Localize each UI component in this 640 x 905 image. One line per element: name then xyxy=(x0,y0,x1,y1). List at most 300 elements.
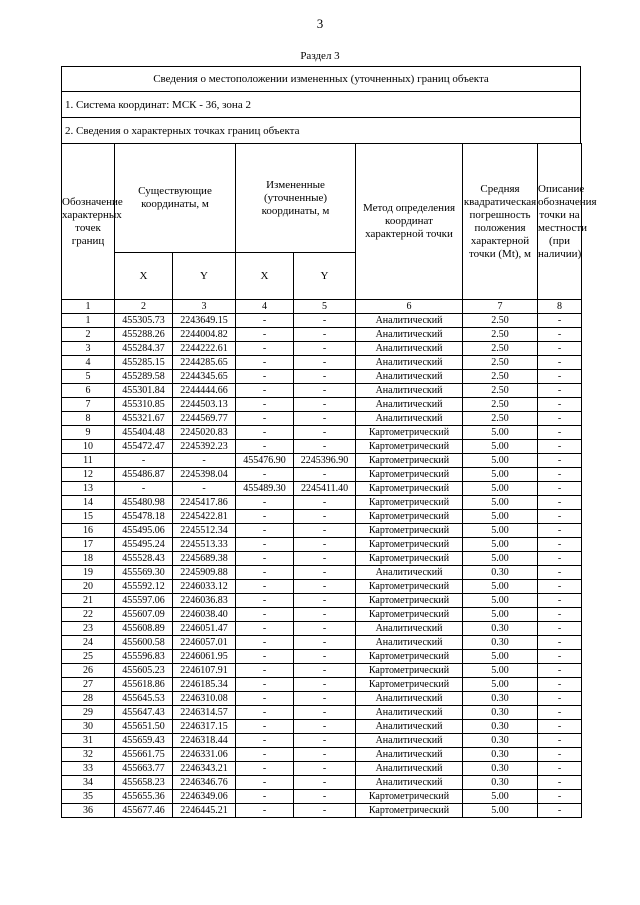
changed-y-cell: - xyxy=(294,440,356,454)
info-title: Сведения о местоположении измененных (уточненных) границ объекта xyxy=(62,67,581,92)
existing-x-cell: 455647.43 xyxy=(115,706,173,720)
changed-y-cell: - xyxy=(294,706,356,720)
table-row xyxy=(62,776,582,790)
header-description: Описание обозначения точки на местности (при наличии) xyxy=(538,144,582,300)
error-cell: 2.50 xyxy=(463,398,538,412)
changed-y-cell: - xyxy=(294,552,356,566)
description-cell: - xyxy=(538,748,582,762)
existing-y-cell: 2244285.65 xyxy=(173,356,236,370)
existing-y-cell: 2245909.88 xyxy=(173,566,236,580)
method-cell: Картометрический xyxy=(356,790,463,804)
existing-y-cell: 2245689.38 xyxy=(173,552,236,566)
changed-x-cell: - xyxy=(236,426,294,440)
point-number-cell: 35 xyxy=(62,790,115,804)
point-number-cell: 13 xyxy=(62,482,115,496)
method-cell: Картометрический xyxy=(356,594,463,608)
changed-x-cell: - xyxy=(236,734,294,748)
method-cell: Аналитический xyxy=(356,636,463,650)
existing-y-cell: 2245392.23 xyxy=(173,440,236,454)
table-row xyxy=(62,454,582,468)
point-number-cell: 26 xyxy=(62,664,115,678)
table-row xyxy=(62,370,582,384)
description-cell: - xyxy=(538,454,582,468)
point-number-cell: 20 xyxy=(62,580,115,594)
existing-x-cell: 455655.36 xyxy=(115,790,173,804)
existing-y-cell: 2246057.01 xyxy=(173,636,236,650)
method-cell: Картометрический xyxy=(356,538,463,552)
existing-x-cell: 455663.77 xyxy=(115,762,173,776)
existing-x-cell: - xyxy=(115,454,173,468)
column-number: 7 xyxy=(463,300,538,314)
existing-x-cell: 455321.67 xyxy=(115,412,173,426)
description-cell: - xyxy=(538,468,582,482)
existing-x-cell: 455608.89 xyxy=(115,622,173,636)
point-number-cell: 36 xyxy=(62,804,115,818)
description-cell: - xyxy=(538,426,582,440)
changed-x-cell: - xyxy=(236,538,294,552)
point-number-cell: 29 xyxy=(62,706,115,720)
existing-y-cell: - xyxy=(173,454,236,468)
description-cell: - xyxy=(538,412,582,426)
table-row xyxy=(62,342,582,356)
point-number-cell: 31 xyxy=(62,734,115,748)
changed-x-cell: - xyxy=(236,552,294,566)
existing-y-cell: 2246314.57 xyxy=(173,706,236,720)
existing-y-cell: 2245513.33 xyxy=(173,538,236,552)
point-number-cell: 7 xyxy=(62,398,115,412)
method-cell: Картометрический xyxy=(356,580,463,594)
header-error: Средняя квадратическая погрешность положения характерной точки (Mt), м xyxy=(463,144,538,300)
method-cell: Аналитический xyxy=(356,734,463,748)
changed-x-cell: - xyxy=(236,720,294,734)
changed-x-cell: - xyxy=(236,622,294,636)
table-row xyxy=(62,734,582,748)
changed-y-cell: - xyxy=(294,510,356,524)
method-cell: Аналитический xyxy=(356,622,463,636)
changed-x-cell: - xyxy=(236,398,294,412)
error-cell: 5.00 xyxy=(463,538,538,552)
changed-y-cell: - xyxy=(294,790,356,804)
table-row xyxy=(62,594,582,608)
existing-x-cell: 455472.47 xyxy=(115,440,173,454)
column-number: 8 xyxy=(538,300,582,314)
method-cell: Картометрический xyxy=(356,440,463,454)
header-existing-y: Y xyxy=(173,253,236,300)
changed-y-cell: - xyxy=(294,748,356,762)
existing-x-cell: 455596.83 xyxy=(115,650,173,664)
changed-x-cell: - xyxy=(236,650,294,664)
error-cell: 5.00 xyxy=(463,664,538,678)
point-number-cell: 22 xyxy=(62,608,115,622)
existing-y-cell: 2246061.95 xyxy=(173,650,236,664)
changed-x-cell: - xyxy=(236,412,294,426)
table-row xyxy=(62,566,582,580)
method-cell: Картометрический xyxy=(356,510,463,524)
existing-y-cell: 2246036.83 xyxy=(173,594,236,608)
error-cell: 5.00 xyxy=(463,468,538,482)
existing-y-cell: 2246318.44 xyxy=(173,734,236,748)
point-number-cell: 19 xyxy=(62,566,115,580)
description-cell: - xyxy=(538,370,582,384)
error-cell: 0.30 xyxy=(463,692,538,706)
point-number-cell: 34 xyxy=(62,776,115,790)
existing-y-cell: 2245020.83 xyxy=(173,426,236,440)
header-changed-x: X xyxy=(236,253,294,300)
point-number-cell: 33 xyxy=(62,762,115,776)
method-cell: Картометрический xyxy=(356,426,463,440)
error-cell: 5.00 xyxy=(463,790,538,804)
existing-x-cell: 455289.58 xyxy=(115,370,173,384)
changed-y-cell: - xyxy=(294,524,356,538)
changed-x-cell: - xyxy=(236,510,294,524)
error-cell: 5.00 xyxy=(463,678,538,692)
table-row xyxy=(62,524,582,538)
existing-y-cell: 2246346.76 xyxy=(173,776,236,790)
existing-x-cell: 455285.15 xyxy=(115,356,173,370)
description-cell: - xyxy=(538,608,582,622)
error-cell: 5.00 xyxy=(463,804,538,818)
method-cell: Картометрический xyxy=(356,678,463,692)
table-row xyxy=(62,398,582,412)
table-row xyxy=(62,384,582,398)
table-row xyxy=(62,636,582,650)
existing-y-cell: 2246107.91 xyxy=(173,664,236,678)
description-cell: - xyxy=(538,524,582,538)
existing-x-cell: 455495.06 xyxy=(115,524,173,538)
table-row xyxy=(62,482,582,496)
existing-y-cell: 2246317.15 xyxy=(173,720,236,734)
table-row xyxy=(62,328,582,342)
description-cell: - xyxy=(538,804,582,818)
existing-x-cell: 455659.43 xyxy=(115,734,173,748)
point-number-cell: 25 xyxy=(62,650,115,664)
existing-y-cell: 2244569.77 xyxy=(173,412,236,426)
description-cell: - xyxy=(538,384,582,398)
existing-y-cell: 2244444.66 xyxy=(173,384,236,398)
table-row xyxy=(62,538,582,552)
error-cell: 2.50 xyxy=(463,384,538,398)
table-row xyxy=(62,496,582,510)
error-cell: 2.50 xyxy=(463,356,538,370)
existing-x-cell: 455658.23 xyxy=(115,776,173,790)
error-cell: 5.00 xyxy=(463,650,538,664)
existing-x-cell: 455404.48 xyxy=(115,426,173,440)
error-cell: 2.50 xyxy=(463,314,538,328)
changed-y-cell: - xyxy=(294,650,356,664)
changed-y-cell: 2245411.40 xyxy=(294,482,356,496)
error-cell: 0.30 xyxy=(463,762,538,776)
table-row xyxy=(62,790,582,804)
error-cell: 5.00 xyxy=(463,482,538,496)
changed-y-cell: - xyxy=(294,356,356,370)
table-row xyxy=(62,622,582,636)
error-cell: 0.30 xyxy=(463,720,538,734)
existing-x-cell: 455480.98 xyxy=(115,496,173,510)
changed-y-cell: - xyxy=(294,314,356,328)
changed-y-cell: - xyxy=(294,426,356,440)
changed-x-cell: - xyxy=(236,328,294,342)
method-cell: Картометрический xyxy=(356,664,463,678)
method-cell: Аналитический xyxy=(356,370,463,384)
description-cell: - xyxy=(538,762,582,776)
existing-x-cell: 455645.53 xyxy=(115,692,173,706)
error-cell: 5.00 xyxy=(463,552,538,566)
method-cell: Картометрический xyxy=(356,524,463,538)
method-cell: Аналитический xyxy=(356,706,463,720)
changed-y-cell: - xyxy=(294,608,356,622)
point-number-cell: 16 xyxy=(62,524,115,538)
existing-x-cell: 455284.37 xyxy=(115,342,173,356)
changed-x-cell: - xyxy=(236,692,294,706)
changed-x-cell: - xyxy=(236,762,294,776)
existing-y-cell: 2245398.04 xyxy=(173,468,236,482)
existing-x-cell: 455528.43 xyxy=(115,552,173,566)
existing-y-cell: 2243649.15 xyxy=(173,314,236,328)
column-number: 4 xyxy=(236,300,294,314)
description-cell: - xyxy=(538,328,582,342)
existing-y-cell: 2245417.86 xyxy=(173,496,236,510)
method-cell: Картометрический xyxy=(356,496,463,510)
existing-x-cell: 455651.50 xyxy=(115,720,173,734)
changed-y-cell: - xyxy=(294,762,356,776)
table-row xyxy=(62,356,582,370)
changed-y-cell: - xyxy=(294,370,356,384)
point-number-cell: 30 xyxy=(62,720,115,734)
changed-y-cell: - xyxy=(294,720,356,734)
point-number-cell: 28 xyxy=(62,692,115,706)
table-row xyxy=(62,426,582,440)
changed-x-cell: - xyxy=(236,496,294,510)
table-row xyxy=(62,440,582,454)
changed-y-cell: - xyxy=(294,636,356,650)
existing-x-cell: 455600.58 xyxy=(115,636,173,650)
description-cell: - xyxy=(538,314,582,328)
existing-y-cell: 2246343.21 xyxy=(173,762,236,776)
error-cell: 5.00 xyxy=(463,580,538,594)
point-number-cell: 10 xyxy=(62,440,115,454)
method-cell: Картометрический xyxy=(356,650,463,664)
column-number: 6 xyxy=(356,300,463,314)
table-row xyxy=(62,580,582,594)
method-cell: Аналитический xyxy=(356,748,463,762)
existing-y-cell: 2244503.13 xyxy=(173,398,236,412)
changed-y-cell: - xyxy=(294,566,356,580)
points-table-body xyxy=(62,314,582,818)
description-cell: - xyxy=(538,496,582,510)
description-cell: - xyxy=(538,398,582,412)
changed-x-cell: - xyxy=(236,566,294,580)
table-row xyxy=(62,468,582,482)
error-cell: 2.50 xyxy=(463,370,538,384)
description-cell: - xyxy=(538,342,582,356)
table-row xyxy=(62,678,582,692)
changed-x-cell: - xyxy=(236,468,294,482)
changed-y-cell: - xyxy=(294,342,356,356)
changed-y-cell: - xyxy=(294,776,356,790)
changed-y-cell: - xyxy=(294,804,356,818)
method-cell: Картометрический xyxy=(356,804,463,818)
existing-x-cell: 455288.26 xyxy=(115,328,173,342)
existing-y-cell: 2245422.81 xyxy=(173,510,236,524)
point-number-cell: 24 xyxy=(62,636,115,650)
method-cell: Картометрический xyxy=(356,468,463,482)
existing-y-cell: - xyxy=(173,482,236,496)
error-cell: 5.00 xyxy=(463,510,538,524)
point-number-cell: 11 xyxy=(62,454,115,468)
header-existing: Существующие координаты, м xyxy=(115,144,236,253)
page-number: 3 xyxy=(316,16,324,31)
changed-y-cell: - xyxy=(294,468,356,482)
column-number: 2 xyxy=(115,300,173,314)
changed-x-cell: - xyxy=(236,776,294,790)
changed-y-cell: - xyxy=(294,580,356,594)
existing-y-cell: 2244345.65 xyxy=(173,370,236,384)
existing-y-cell: 2246310.08 xyxy=(173,692,236,706)
existing-x-cell: 455569.30 xyxy=(115,566,173,580)
error-cell: 5.00 xyxy=(463,608,538,622)
existing-x-cell: 455661.75 xyxy=(115,748,173,762)
method-cell: Аналитический xyxy=(356,762,463,776)
point-number-cell: 5 xyxy=(62,370,115,384)
point-number-cell: 14 xyxy=(62,496,115,510)
table-row xyxy=(62,692,582,706)
header-changed: Измененные (уточненные) координаты, м xyxy=(236,144,356,253)
method-cell: Аналитический xyxy=(356,720,463,734)
table-row xyxy=(62,804,582,818)
description-cell: - xyxy=(538,692,582,706)
error-cell: 0.30 xyxy=(463,566,538,580)
changed-x-cell: - xyxy=(236,356,294,370)
point-number-cell: 23 xyxy=(62,622,115,636)
description-cell: - xyxy=(538,706,582,720)
existing-x-cell: 455592.12 xyxy=(115,580,173,594)
existing-x-cell: 455305.73 xyxy=(115,314,173,328)
changed-x-cell: - xyxy=(236,636,294,650)
error-cell: 0.30 xyxy=(463,748,538,762)
method-cell: Картометрический xyxy=(356,552,463,566)
method-cell: Аналитический xyxy=(356,398,463,412)
table-row xyxy=(62,650,582,664)
header-designation: Обозначение характерных точек границ xyxy=(62,144,115,300)
description-cell: - xyxy=(538,636,582,650)
points-table xyxy=(61,143,597,818)
column-number-row xyxy=(62,300,582,314)
table-row xyxy=(62,664,582,678)
error-cell: 5.00 xyxy=(463,426,538,440)
column-number: 1 xyxy=(62,300,115,314)
existing-x-cell: 455677.46 xyxy=(115,804,173,818)
error-cell: 0.30 xyxy=(463,776,538,790)
description-cell: - xyxy=(538,538,582,552)
existing-y-cell: 2244004.82 xyxy=(173,328,236,342)
changed-x-cell: - xyxy=(236,524,294,538)
changed-x-cell: - xyxy=(236,384,294,398)
changed-y-cell: - xyxy=(294,594,356,608)
error-cell: 0.30 xyxy=(463,706,538,720)
method-cell: Аналитический xyxy=(356,566,463,580)
changed-x-cell: - xyxy=(236,594,294,608)
info-table xyxy=(61,66,581,144)
changed-x-cell: - xyxy=(236,608,294,622)
changed-x-cell: - xyxy=(236,790,294,804)
changed-x-cell: - xyxy=(236,748,294,762)
changed-y-cell: - xyxy=(294,328,356,342)
changed-x-cell: - xyxy=(236,678,294,692)
existing-x-cell: 455495.24 xyxy=(115,538,173,552)
method-cell: Картометрический xyxy=(356,454,463,468)
table-row xyxy=(62,720,582,734)
existing-x-cell: 455486.87 xyxy=(115,468,173,482)
point-number-cell: 1 xyxy=(62,314,115,328)
error-cell: 0.30 xyxy=(463,636,538,650)
error-cell: 5.00 xyxy=(463,594,538,608)
description-cell: - xyxy=(538,594,582,608)
changed-x-cell: - xyxy=(236,440,294,454)
error-cell: 0.30 xyxy=(463,734,538,748)
point-number-cell: 18 xyxy=(62,552,115,566)
description-cell: - xyxy=(538,482,582,496)
changed-x-cell: 455489.30 xyxy=(236,482,294,496)
changed-y-cell: - xyxy=(294,664,356,678)
header-changed-y: Y xyxy=(294,253,356,300)
point-number-cell: 17 xyxy=(62,538,115,552)
existing-x-cell: 455618.86 xyxy=(115,678,173,692)
method-cell: Аналитический xyxy=(356,776,463,790)
method-cell: Аналитический xyxy=(356,412,463,426)
coordinate-system: 1. Система координат: МСК - 36, зона 2 xyxy=(62,92,581,118)
column-number: 5 xyxy=(294,300,356,314)
description-cell: - xyxy=(538,776,582,790)
table-row xyxy=(62,706,582,720)
method-cell: Аналитический xyxy=(356,328,463,342)
existing-y-cell: 2246051.47 xyxy=(173,622,236,636)
column-number: 3 xyxy=(173,300,236,314)
table-row xyxy=(62,314,582,328)
description-cell: - xyxy=(538,678,582,692)
description-cell: - xyxy=(538,790,582,804)
table-row xyxy=(62,608,582,622)
point-number-cell: 3 xyxy=(62,342,115,356)
description-cell: - xyxy=(538,356,582,370)
point-number-cell: 21 xyxy=(62,594,115,608)
existing-y-cell: 2246331.06 xyxy=(173,748,236,762)
existing-x-cell: - xyxy=(115,482,173,496)
point-number-cell: 9 xyxy=(62,426,115,440)
table-row xyxy=(62,552,582,566)
existing-x-cell: 455310.85 xyxy=(115,398,173,412)
error-cell: 0.30 xyxy=(463,622,538,636)
description-cell: - xyxy=(538,440,582,454)
point-number-cell: 32 xyxy=(62,748,115,762)
existing-x-cell: 455478.18 xyxy=(115,510,173,524)
description-cell: - xyxy=(538,664,582,678)
changed-y-cell: 2245396.90 xyxy=(294,454,356,468)
point-number-cell: 15 xyxy=(62,510,115,524)
document-body xyxy=(61,66,597,818)
table-row xyxy=(62,510,582,524)
changed-y-cell: - xyxy=(294,692,356,706)
description-cell: - xyxy=(538,510,582,524)
method-cell: Аналитический xyxy=(356,692,463,706)
point-number-cell: 12 xyxy=(62,468,115,482)
description-cell: - xyxy=(538,552,582,566)
table-row xyxy=(62,412,582,426)
changed-x-cell: - xyxy=(236,580,294,594)
method-cell: Аналитический xyxy=(356,342,463,356)
description-cell: - xyxy=(538,650,582,664)
method-cell: Аналитический xyxy=(356,356,463,370)
point-number-cell: 8 xyxy=(62,412,115,426)
